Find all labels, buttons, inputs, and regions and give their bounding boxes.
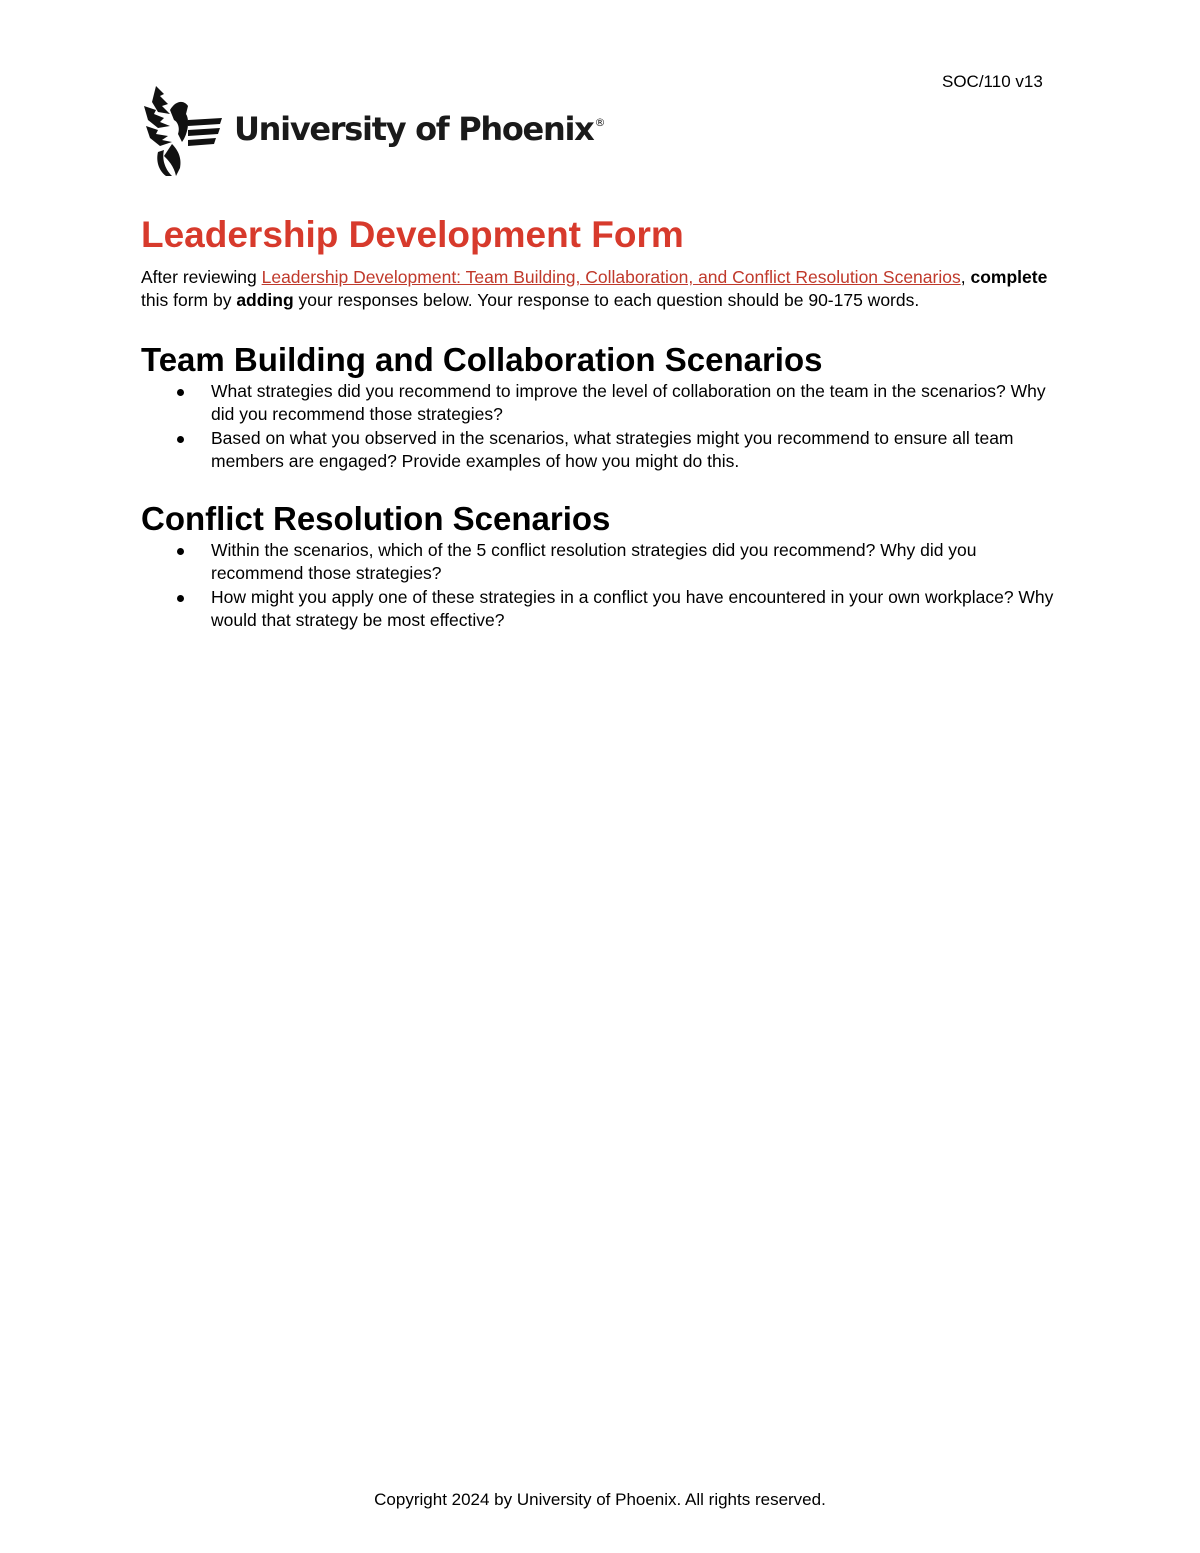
intro-suffix: your responses below. Your response to each question should be 90-175 words. xyxy=(293,290,920,310)
university-logo xyxy=(142,84,604,178)
bullet-icon xyxy=(177,436,184,443)
list-item xyxy=(141,586,1061,632)
intro-middle: this form by xyxy=(141,290,237,310)
university-logo-text: University of Phoenix® xyxy=(234,110,605,148)
course-code: SOC/110 v13 xyxy=(942,72,1043,91)
form-content xyxy=(141,212,1061,633)
conflict-resolution-questions xyxy=(141,539,1061,632)
question-text: Within the scenarios, which of the 5 conflict resolution strategies did you recommend? Why did you recommend those strategies? xyxy=(211,540,977,583)
list-item xyxy=(141,539,1061,585)
question-text: Based on what you observed in the scenarios, what strategies might you recommend to ensure all team members are engaged? Provide examples of how you might do this. xyxy=(211,428,1014,471)
intro-bold-adding: adding xyxy=(236,290,294,310)
section-heading-conflict-resolution: Conflict Resolution Scenarios xyxy=(141,500,611,537)
section-heading-team-building: Team Building and Collaboration Scenarios xyxy=(141,341,823,378)
question-text: How might you apply one of these strategies in a conflict you have encountered in your own workplace? Why would that strategy be most effective? xyxy=(211,587,1054,630)
copyright-footer: Copyright 2024 by University of Phoenix. All rights reserved. xyxy=(374,1490,826,1509)
bullet-icon xyxy=(177,548,184,555)
phoenix-bird-icon xyxy=(142,84,224,178)
intro-after-link: , xyxy=(960,267,971,287)
list-item xyxy=(141,427,1061,473)
team-building-questions xyxy=(141,380,1061,473)
intro-bold-complete: complete xyxy=(970,267,1048,287)
intro-prefix: After reviewing xyxy=(141,267,262,287)
intro-paragraph xyxy=(141,266,1061,312)
bullet-icon xyxy=(177,389,184,396)
bullet-icon xyxy=(177,595,184,602)
registered-mark: ® xyxy=(594,116,605,129)
question-text: What strategies did you recommend to improve the level of collaboration on the team in the scenarios? Why did you recommend those strategies? xyxy=(211,381,1046,424)
page-title: Leadership Development Form xyxy=(141,214,684,255)
list-item xyxy=(141,380,1061,426)
scenarios-link[interactable]: Leadership Development: Team Building, Collaboration, and Conflict Resolution Scenarios xyxy=(261,267,961,287)
